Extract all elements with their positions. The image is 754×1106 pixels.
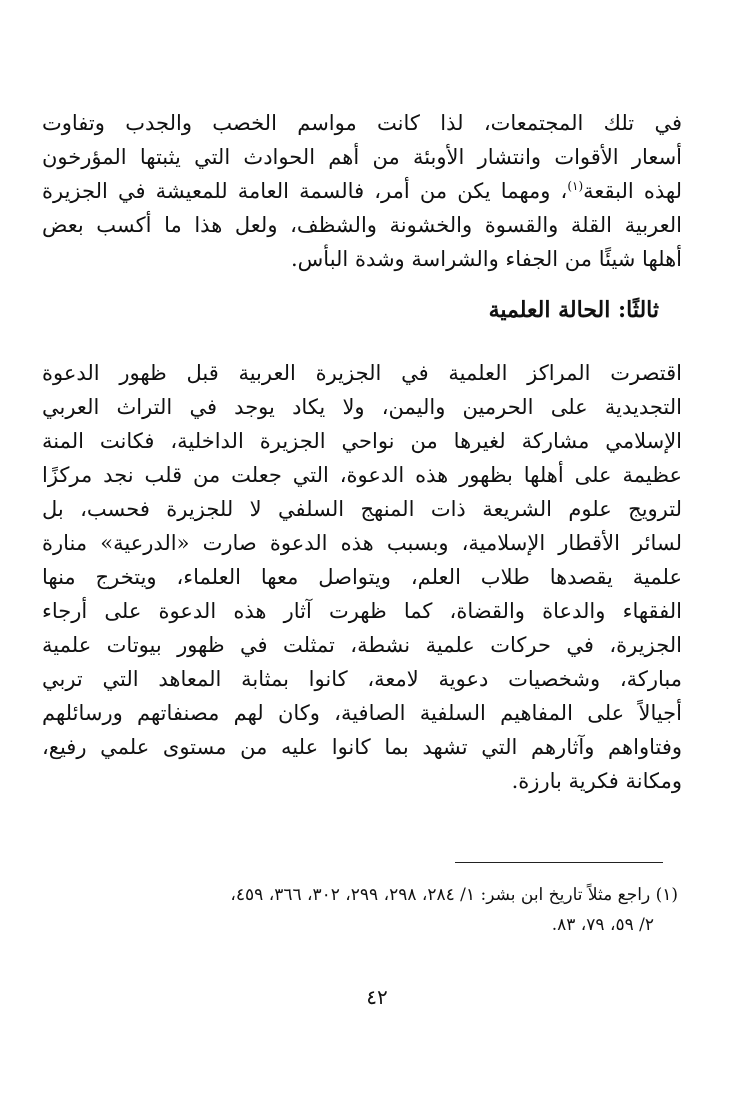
footnote-line-1: (١) راجع مثلاً تاريخ ابن بشر: ١/ ٢٨٤، ٢٩٨، ٢٩٩، ٣٠٢، ٣٦٦، ٤٥٩، [230,885,678,905]
footnote-separator [455,862,663,863]
paragraph2-line-7: علمية يقصدها طلاب العلم، ويتواصل معها العلماء، ويتخرج منها [42,565,682,589]
paragraph2-line-5: لترويج علوم الشريعة ذات المنهج السلفي لا للجزيرة فحسب، بل [42,497,682,521]
paragraph1-line-1: في تلك المجتمعات، لذا كانت مواسم الخصب والجدب وتفاوت [42,111,682,135]
section-heading: ثالثًا: الحالة العلمية [488,297,659,323]
paragraph2-line-9: الجزيرة، في حركات علمية نشطة، تمثلت في ظهور بيوتات علمية [42,633,682,657]
paragraph2-line-12: وفتاواهم وآثارهم التي تشهد بما كانوا عليه من مستوى علمي رفيع، [42,735,682,759]
paragraph1-line-4: العربية القلة والقسوة والخشونة والشظف، ولعل هذا ما أكسب بعض [42,213,682,237]
paragraph1-line-5: أهلها شيئًا من الجفاء والشراسة وشدة البأس. [290,247,682,271]
paragraph1-line-3-start: لهذه البقعة [583,179,682,203]
paragraph1-line-2: أسعار الأقوات وانتشار الأوبئة من أهم الحوادث التي يثبتها المؤرخون [42,145,682,169]
footnote-line-2: ٢/ ٥٩، ٧٩، ٨٣. [551,915,654,935]
paragraph2-line-1: اقتصرت المراكز العلمية في الجزيرة العربية قبل ظهور الدعوة [42,361,682,385]
paragraph2-line-6: لسائر الأقطار الإسلامية، وبسبب هذه الدعوة صارت «الدرعية» منارة [42,531,682,555]
paragraph1-line-3-rest: ، ومهما يكن من أمر، فالسمة العامة للمعيشة في الجزيرة [42,179,568,203]
paragraph2-line-10: مباركة، وشخصيات دعوية لامعة، كانوا بمثابة المعاهد التي تربي [42,667,682,691]
page-number: ٤٢ [366,985,388,1009]
paragraph2-line-8: الفقهاء والدعاة والقضاة، كما ظهرت آثار هذه الدعوة على أرجاء [42,599,682,623]
paragraph2-line-3: الإسلامي مشاركة لغيرها من نواحي الجزيرة الداخلية، فكانت المنة [42,429,682,453]
paragraph2-line-13: ومكانة فكرية بارزة. [511,769,682,793]
paragraph1-line-3 [42,174,682,208]
paragraph2-line-4: عظيمة على أهلها بظهور هذه الدعوة، التي جعلت من قلب نجد مركزًا [42,463,682,487]
paragraph2-line-2: التجديدية على الحرمين واليمن، ولا يكاد يوجد في التراث العربي [42,395,682,419]
paragraph2-line-11: أجيالاً على المفاهيم السلفية الصافية، وكان لهم مصنفاتهم ورسائلهم [42,701,682,725]
footnote-reference-marker: (١) [567,179,584,193]
